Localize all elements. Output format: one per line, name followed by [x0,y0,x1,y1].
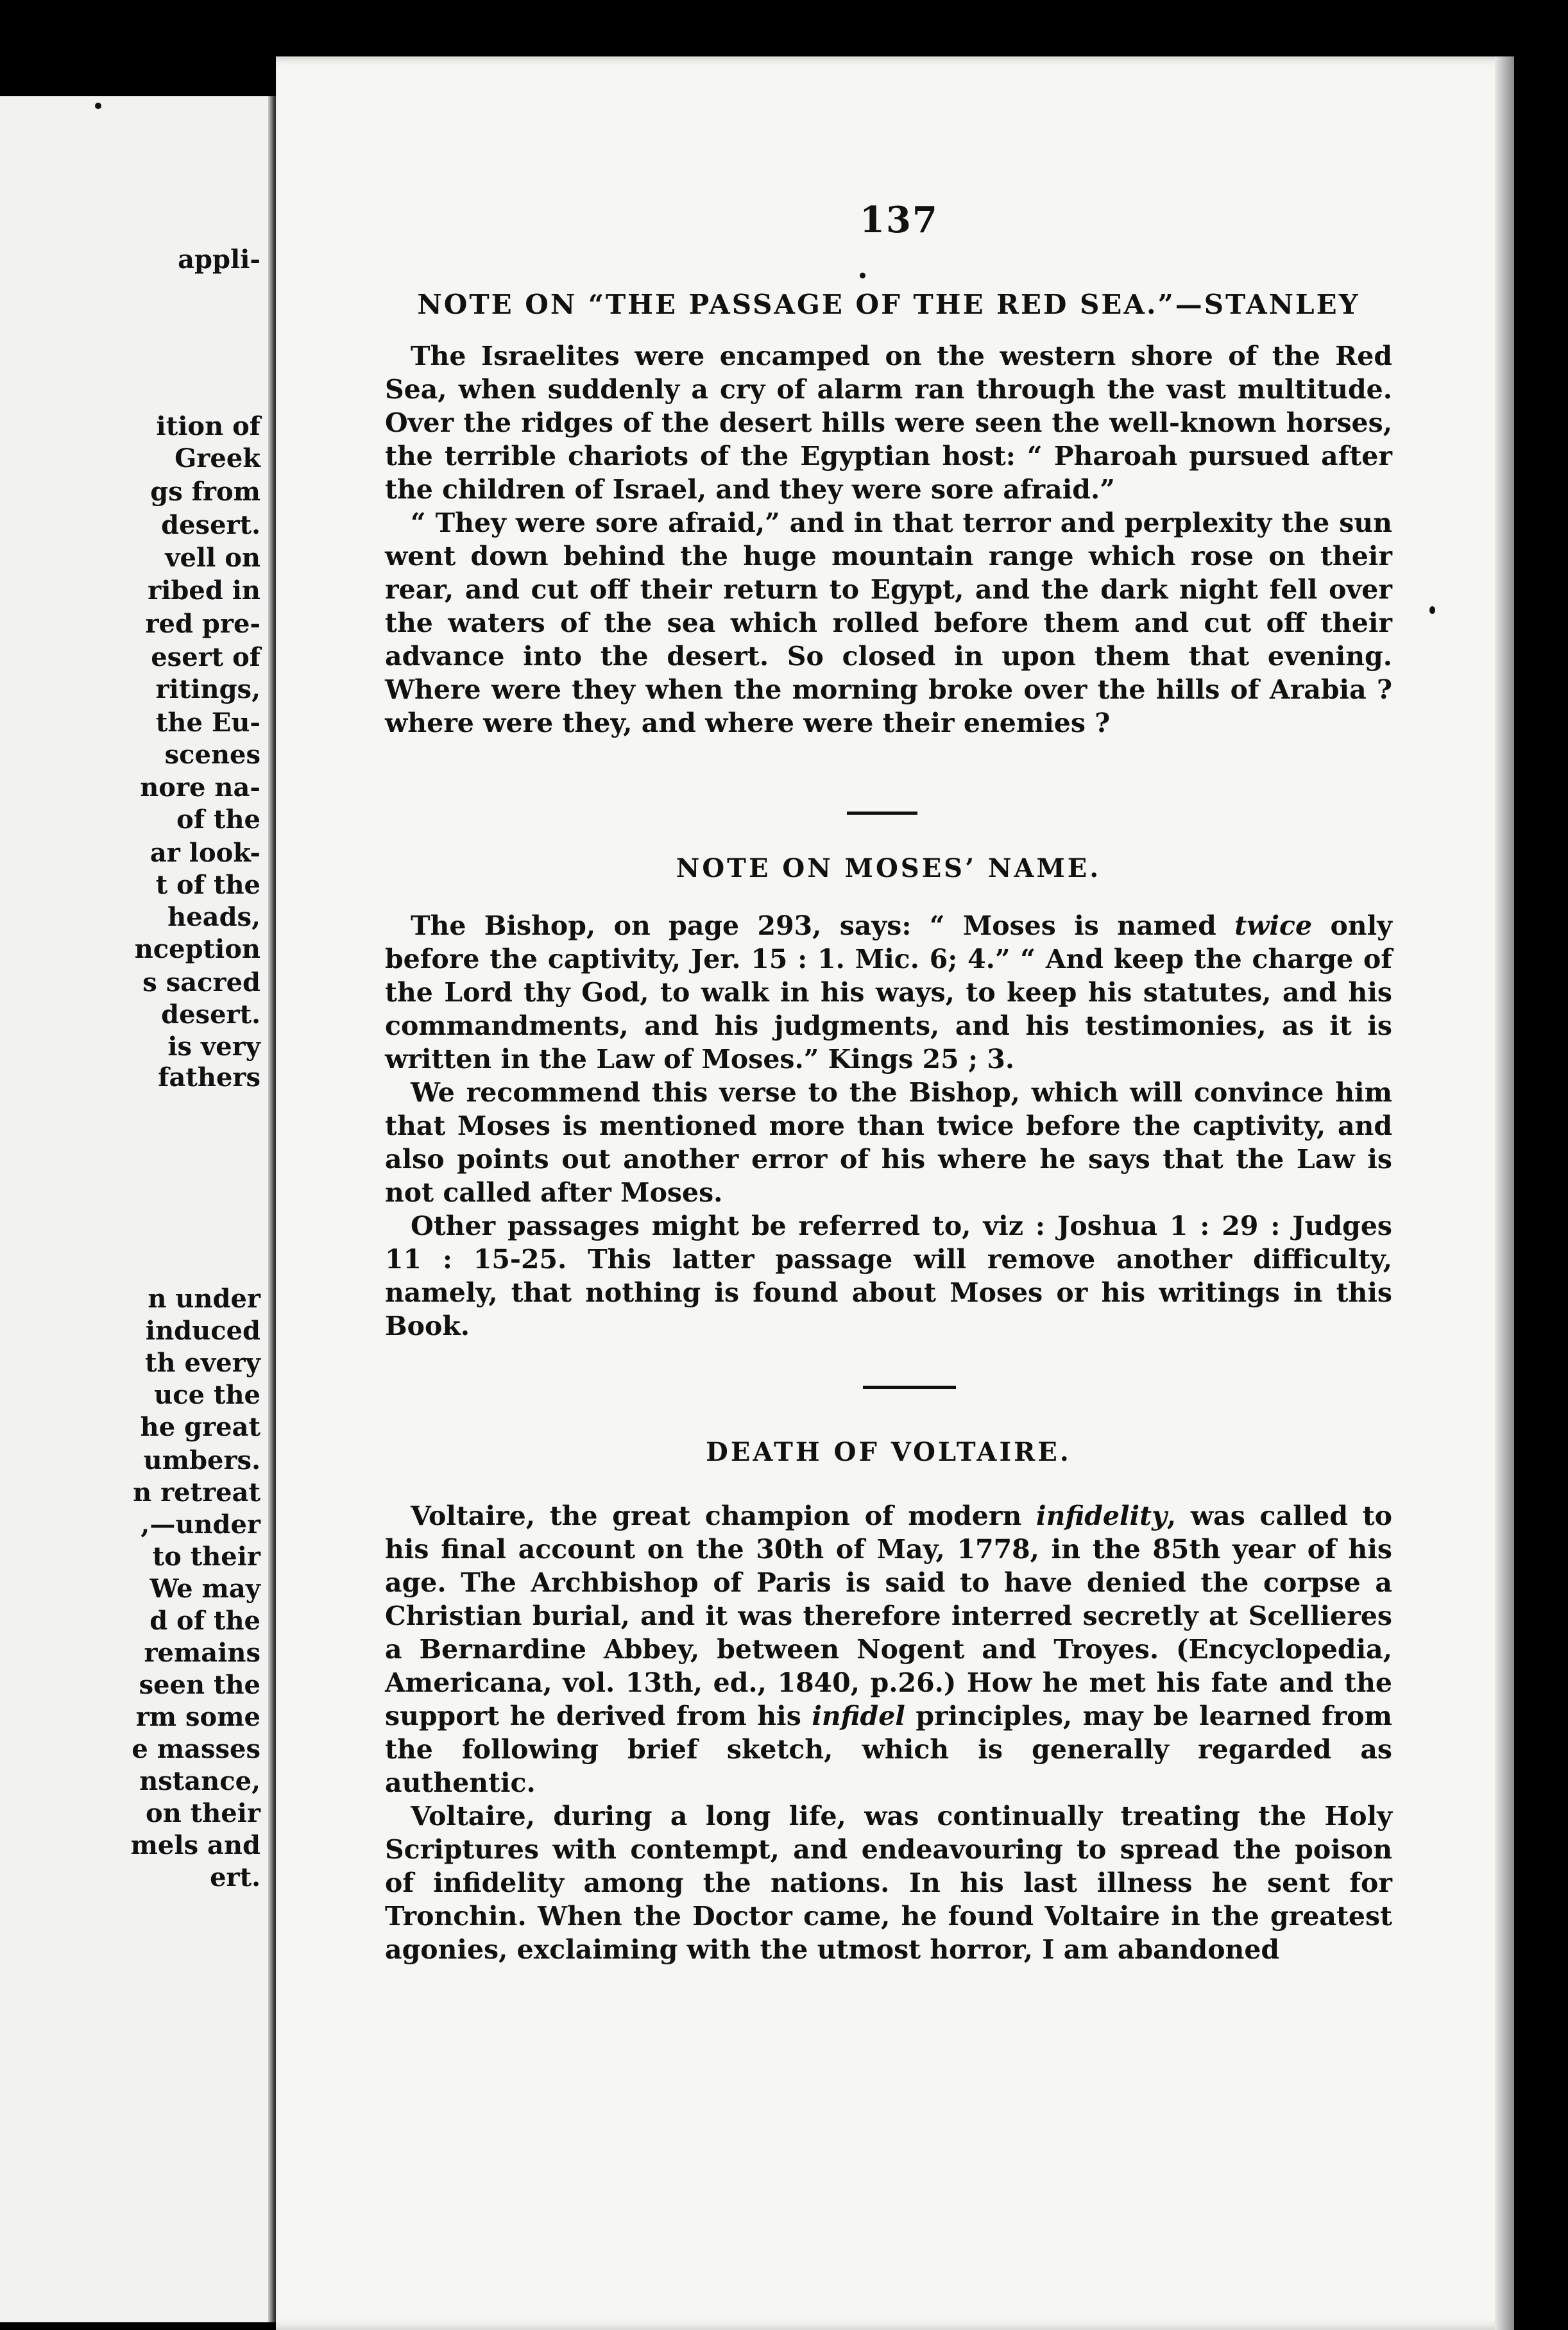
left-page-line: t of the [155,870,260,900]
left-page-line: vell on [165,543,260,573]
left-page-line: n under [148,1284,260,1314]
left-page-line: is very [167,1032,260,1062]
left-page-line: desert. [161,510,260,540]
left-page-line: uce the [154,1380,260,1410]
left-page-line: red pre- [145,609,260,639]
left-page-line: nception [134,934,260,964]
paragraph-text: The Bishop, on page 293, says: “ Moses is named [411,910,1235,941]
left-page-line: remains [144,1638,260,1668]
left-page-line: esert of [151,642,260,672]
left-page-line: on their [146,1798,260,1828]
paragraph-text: principles, may be learned from the following brief sketch, which is generally regarded as authentic. [385,1701,1392,1798]
left-page-line: ritings, [155,674,260,704]
left-page-line: induced [145,1316,260,1346]
emphasis: infidel [812,1701,905,1731]
paragraph-text: Voltaire, the great champion of modern [411,1501,1037,1531]
section-heading: NOTE ON “THE PASSAGE OF THE RED SEA.”—STANLEY [417,289,1360,320]
paragraph [385,909,1392,1076]
left-page-line: ribed in [148,575,260,606]
section-heading: NOTE ON MOSES’ NAME. [676,853,1102,883]
left-page-line: heads, [167,902,260,932]
left-page-line: mels and [130,1830,260,1860]
paragraph-text: , was called to his final account on the 30th of May, 1778, in the 85th year of his age. The Archbishop of Paris is said to have denied the corpse a Christian burial, and it was therefore interred secretly at Scellieres a Bernardine Abbey, between Nogent and Troyes. (Encyclopedia, Americana, vol. 13th, ed., 1840, p.26.) How he met his fate and the support he derived from his [385,1501,1392,1731]
left-facing-page [0,96,276,2322]
stray-mark [95,103,101,109]
left-page-line: n retreat [133,1477,260,1508]
emphasis: twice [1234,910,1313,941]
left-page-line: desert. [161,999,260,1030]
left-page-line: scenes [164,740,260,770]
paragraph: Voltaire, during a long life, was continually treating the Holy Scriptures with contempt, and endeavouring to spread the poison of infidelity among the nations. In his last illness he sent for Tronchin. When the Doctor came, he found Voltaire in the greatest agonies, exclaiming with the utmost horror, I am abandoned [385,1801,1392,1965]
left-page-line: ar look- [149,838,260,868]
left-page-line: gs from [150,477,260,507]
left-page-line: ert. [210,1862,260,1892]
left-page-line: th every [145,1348,260,1378]
left-page-line: the Eu- [155,708,260,738]
section-heading: DEATH OF VOLTAIRE. [706,1437,1071,1467]
paragraph: Other passages might be referred to, viz : Joshua 1 : 29 : Judges 11 : 15-25. This latter passage will remove another difficulty, namely, that nothing is found about Moses or his writings in this Book. [385,1211,1392,1341]
left-page-line: s sacred [142,967,260,998]
left-page-line: ,—under [141,1509,260,1540]
section-divider [847,812,917,815]
left-page-line: nore na- [140,772,260,803]
left-page-line: Greek [175,443,260,473]
left-page-line: fathers [158,1062,260,1093]
left-page-line: d of the [149,1606,260,1636]
section-moses-name [385,853,1392,1343]
page-number: 137 [860,199,939,241]
left-page-line: nstance, [139,1766,260,1796]
paragraph-text: only before the captivity, Jer. 15 : 1. Mic. 6; 4.” “ And keep the charge of the Lord thy God, to walk in his ways, to keep his statutes, and his commandments, and his judgments, and his testimonies, as it is written in the Law of Moses.” Kings 25 ; 3. [385,910,1392,1075]
section-divider [863,1386,956,1389]
left-page-line: umbers. [143,1445,260,1475]
left-page-line: seen the [139,1670,260,1700]
paragraph: The Israelites were encamped on the western shore of the Red Sea, when suddenly a cry of alarm ran through the vast multitude. Over the ridges of the desert hills were seen the well-known horses, the terrible chariots of the Egyptian host: “ Pharoah pursued after the children of Israel, and they were sore afraid.” [385,341,1392,505]
left-page-line: appli- [178,244,260,275]
paragraph: “ They were sore afraid,” and in that terror and perplexity the sun went down behind the huge mountain range which rose on their rear, and cut off their return to Egypt, and the dark night fell over the waters of the sea which rolled before them and cut off their advance into the desert. So closed in upon them that evening. Where were they when the morning broke over the hills of Arabia ? where were they, and where were their enemies ? [385,507,1392,738]
left-page-line: rm some [135,1702,260,1732]
paragraph [385,1499,1392,1799]
stray-mark [860,273,865,278]
left-page-line: to their [152,1542,260,1572]
left-page-line: We may [149,1574,260,1604]
left-page-line: of the [176,804,260,835]
paragraph: We recommend this verse to the Bishop, which will convince him that Moses is mentioned more than twice before the captivity, and also points out another error of his where he says that the Law is not called after Moses. [385,1077,1392,1208]
stray-mark [1429,606,1435,614]
left-page-line: he great [140,1412,260,1442]
left-page-line: e masses [132,1734,260,1764]
page-edge [1495,56,1514,2330]
emphasis: infidelity [1036,1501,1167,1531]
section-voltaire [385,1437,1392,1966]
section-red-sea [385,289,1392,740]
left-page-line: ition of [156,411,260,441]
